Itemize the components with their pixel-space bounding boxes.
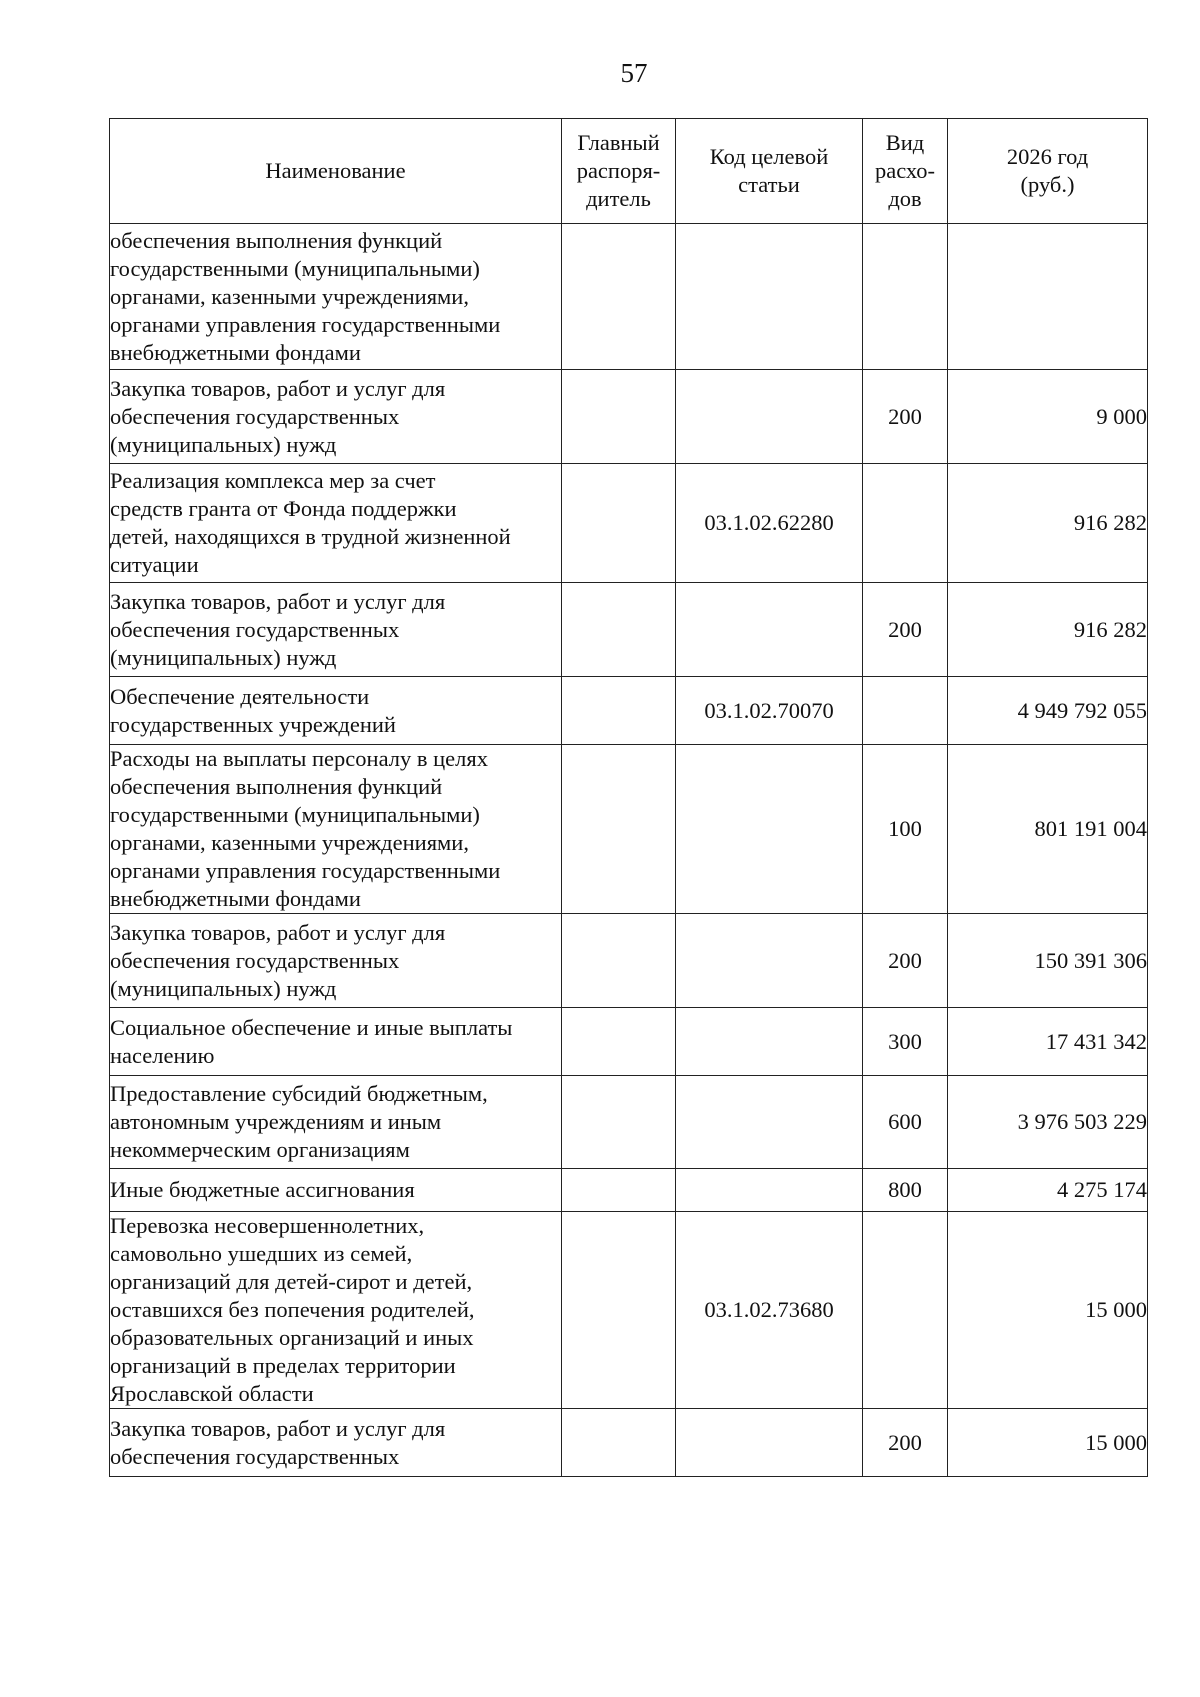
row-code-cell: 03.1.02.73680 [676,1212,863,1409]
header-glav-line: распоря- [576,158,661,183]
row-name-line: внебюджетными фондами [110,339,361,365]
table-row [110,745,1148,914]
row-code-cell: 03.1.02.70070 [676,677,863,745]
row-sum-cell [948,224,1148,370]
row-vid-cell [863,224,948,370]
row-vid-cell [863,464,948,583]
row-name-line: органами управления государственными [110,311,501,337]
row-name-cell [110,1076,562,1169]
row-name-line: Реализация комплекса мер за счет [110,468,436,493]
row-code-cell [676,1169,863,1212]
row-name-line: организаций в пределах территории [110,1353,456,1378]
row-name-cell [110,464,562,583]
row-name-line: обеспечения государственных [110,1443,400,1469]
header-name-label: Наименование [265,158,406,183]
row-name-line: оставшихся без попечения родителей, [110,1297,475,1322]
row-name-cell [110,677,562,745]
row-vid-cell: 200 [863,914,948,1008]
row-glav-cell [562,370,676,464]
row-name-line: самовольно ушедших из семей, [110,1241,413,1266]
row-name-line: Закупка товаров, работ и услуг для [110,1415,446,1441]
row-vid-cell: 800 [863,1169,948,1212]
row-vid-cell: 300 [863,1008,948,1076]
row-name-line: внебюджетными фондами [110,886,361,911]
header-glav-line: дитель [586,186,651,211]
row-name-cell [110,1008,562,1076]
row-code-cell [676,224,863,370]
row-sum-cell: 916 282 [948,583,1148,677]
row-name-cell [110,1409,562,1477]
row-vid-cell: 200 [863,370,948,464]
row-name-line: (муниципальных) нужд [110,431,337,457]
row-vid-cell [863,677,948,745]
page-number: 57 [620,58,648,88]
header-glav-line: Главный [577,130,660,155]
row-name-cell [110,583,562,677]
table-row [110,1169,1148,1212]
row-vid-cell: 200 [863,1409,948,1477]
row-name-line: населению [110,1042,215,1068]
row-sum-cell: 801 191 004 [948,745,1148,914]
row-name-line: Перевозка несовершеннолетних, [110,1213,425,1238]
header-sum-line: 2026 год [1006,144,1089,169]
row-name-line: (муниципальных) нужд [110,644,337,670]
row-vid-cell: 600 [863,1076,948,1169]
header-sum-line: (руб.) [1020,172,1075,197]
row-name-line: обеспечения государственных [110,403,400,429]
row-name-cell [110,914,562,1008]
row-name-line: Закупка товаров, работ и услуг для [110,588,446,614]
table-row [110,914,1148,1008]
row-vid-cell [863,1212,948,1409]
header-vid-line: расхо- [874,158,936,183]
row-code-cell [676,1008,863,1076]
table-row [110,677,1148,745]
row-name-line: Иные бюджетные ассигнования [110,1177,415,1202]
row-sum-cell: 15 000 [948,1409,1148,1477]
row-code-cell [676,914,863,1008]
row-sum-cell: 150 391 306 [948,914,1148,1008]
header-vid-line: дов [888,186,922,211]
row-glav-cell [562,1212,676,1409]
table-row [110,370,1148,464]
row-name-line: автономным учреждениям и иным [110,1109,442,1134]
row-name-line: средств гранта от Фонда поддержки [110,496,457,521]
row-name-cell [110,745,562,914]
row-name-line: обеспечения выполнения функций [110,774,443,799]
table-row [110,1076,1148,1169]
row-vid-cell: 200 [863,583,948,677]
row-sum-cell: 17 431 342 [948,1008,1148,1076]
row-name-line: органами управления государственными [110,858,501,883]
row-code-cell [676,370,863,464]
header-glav [562,119,676,224]
table-row [110,1008,1148,1076]
header-code [676,119,863,224]
budget-table [109,118,1148,1477]
row-name-line: Расходы на выплаты персоналу в целях [110,746,488,771]
row-glav-cell [562,1076,676,1169]
row-glav-cell [562,1409,676,1477]
row-name-line: органами, казенными учреждениями, [110,830,469,855]
row-name-line: органами, казенными учреждениями, [110,283,469,309]
row-name-line: обеспечения выполнения функций [110,227,443,253]
table-row [110,464,1148,583]
row-name-line: государственных учреждений [110,711,396,737]
row-code-cell [676,583,863,677]
table-row [110,224,1148,370]
row-sum-cell: 9 000 [948,370,1148,464]
header-row [110,119,1148,224]
row-name-cell [110,370,562,464]
row-name-line: Социальное обеспечение и иные выплаты [110,1014,513,1040]
header-name [110,119,562,224]
row-sum-cell: 4 275 174 [948,1169,1148,1212]
row-name-line: Обеспечение деятельности [110,683,370,709]
row-name-line: обеспечения государственных [110,947,400,973]
row-name-line: ситуации [110,552,199,577]
row-name-cell [110,1212,562,1409]
row-name-line: Ярославской области [110,1381,314,1406]
header-code-line: Код целевой [709,144,829,169]
row-sum-cell: 4 949 792 055 [948,677,1148,745]
row-glav-cell [562,677,676,745]
row-code-cell [676,745,863,914]
row-glav-cell [562,914,676,1008]
row-glav-cell [562,1169,676,1212]
row-name-line: Закупка товаров, работ и услуг для [110,919,446,945]
row-name-line: образовательных организаций и иных [110,1325,474,1350]
row-glav-cell [562,583,676,677]
row-code-cell [676,1076,863,1169]
row-name-line: некоммерческим организациям [110,1137,410,1162]
row-name-line: организаций для детей-сирот и детей, [110,1269,473,1294]
row-name-line: (муниципальных) нужд [110,975,337,1001]
row-sum-cell: 916 282 [948,464,1148,583]
row-glav-cell [562,464,676,583]
header-vid-line: Вид [885,130,925,155]
row-name-cell [110,224,562,370]
header-sum [948,119,1148,224]
table-body [110,224,1148,1477]
row-name-line: детей, находящихся в трудной жизненной [110,524,511,549]
header-code-line: статьи [738,172,800,197]
row-name-line: государственными (муниципальными) [110,802,480,827]
header-vid [863,119,948,224]
table-row [110,1409,1148,1477]
row-vid-cell: 100 [863,745,948,914]
row-glav-cell [562,745,676,914]
row-code-cell [676,1409,863,1477]
row-name-line: обеспечения государственных [110,616,400,642]
row-name-cell [110,1169,562,1212]
table-row [110,583,1148,677]
row-glav-cell [562,224,676,370]
row-name-line: Закупка товаров, работ и услуг для [110,375,446,401]
row-name-line: Предоставление субсидий бюджетным, [110,1081,488,1106]
table-row [110,1212,1148,1409]
row-name-line: государственными (муниципальными) [110,255,480,281]
row-sum-cell: 3 976 503 229 [948,1076,1148,1169]
row-glav-cell [562,1008,676,1076]
row-code-cell: 03.1.02.62280 [676,464,863,583]
row-sum-cell: 15 000 [948,1212,1148,1409]
